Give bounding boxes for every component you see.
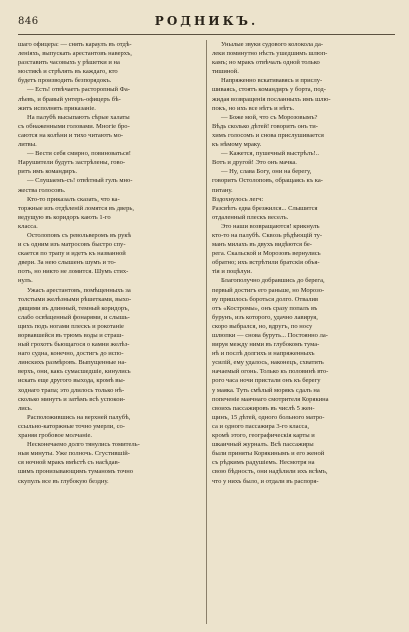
paragraph: Расположившись на верхней палубѣ, ссыльно-каторжные точно умерли, со- храняя гробовое молчаніе. [18, 413, 131, 440]
paragraph: — Слушаемъ-съ! отвѣтный гулъ мно- жества голосовъ. [18, 177, 133, 194]
journal-title: РОДНИКЪ. [154, 14, 259, 28]
paragraph: — Боже мой, что съ Морозовымъ? Вѣдь сколько дѣтей! говоритъ онъ ти- химъ голосомъ и снова прислушивается къ нѣмому мраку. [212, 113, 324, 149]
column-divider [206, 40, 207, 624]
paragraph: Ужасъ арестантовъ, помѣщенныхъ за толстыми желѣзными рѣшетками, выхо- дящими въ длинный, темный коридоръ, слабо освѣщенный фонарями, и слышь- щихъ подъ ногами плескъ и рокотаніе ворвавшейся въ трюмъ воды и страш- ный грохотъ бьющагося о камни желѣз- наго судна, конечно, достигъ до испо- линскихъ размѣровъ. Выпущенные на- верхъ, они, какъ сумасшедшіе, кинулись искать еще другого выхода, кромѣ вы- ходнаго трапа; это длилось только нѣ- сколько минутъ и затѣмъ всѣ успокои- лись. [18, 286, 132, 412]
paragraph: Унылые звуки судового колокола да- леки поминутно нѣсть ушедшимъ шлюп- камъ; но мракъ отвѣчалъ одной только тишиной. [212, 41, 328, 76]
text-columns [18, 40, 395, 630]
paragraph: Кто-то приказалъ сказать, что ка- торжные изъ отдѣленій ломятся въ дверь, ведущую въ коридоръ кають 1-го класса. [18, 195, 134, 230]
paragraph: шаго офицера: — снять караулъ въ отдѣ- леніяхъ, выпускать арестантовъ наверхъ, разставить часовыхъ у рѣшетки и на мостикѣ и стрѣлять въ каждаго, кто будетъ производить безпорядокъ. [18, 41, 132, 85]
paragraph: Вздохнулось легч: Разсвѣтъ едва брезжился... Слышится отдаленный плескъ веселъ. [212, 195, 318, 221]
paragraph: Благополучно добравшись до берега, первый достигъ его раньше, но Морозо- ву пришлось бороться долго. Отвалив отъ «Костромы», онъ сразу попалъ въ бурунъ, изъ которого, удачно лавируя, скоро выбрался, но, вдругъ, по носу шлюпки — снова буруть... Постоянно ла- вируя между ними въ глубокомъ тума- нѣ и послѣ долгихъ и напряженныхъ усилій, ему удалось, наконецъ, схватить начаемый огонь. Только къ половинѣ вто- рого часа ночи пристали онъ къ берегу у маяка. Туть смѣлый морякъ сдалъ на попеченіе маячнаго смотрителя Корякина своихъ пассажировъ въ числѣ 5 жен- щинъ, 15 дѣтей, одного больного матро- са и одного пассажира 3-го класса, кромѣ этого, географическія карты и шкаичный журналъ. Всѣ пассажиры были приняты Корякинымъ и его женой съ рѣдкимъ радушіемъ. Несмотря на свою бѣдность, они надѣлили ихъ всѣмъ, что у нихъ было, и отдали въ распоря- [212, 277, 329, 485]
paragraph: — Кажется, пушечный выстрѣлъ!.. Вотъ и другой! Это онъ мачка. [212, 150, 320, 167]
paragraph: На палубѣ высыпаютъ сѣрые халаты съ обнаженными головами. Многіе бро- саются на колѣни и тихо читаютъ мо- литвы. [18, 113, 130, 149]
paragraph: Это наши возвращаются! крикнулъ кто-то на палубѣ. Сквозь рѣдѣющій ту- манъ милахъ въ двухъ видѣются бе- рега. Скальской и Морозовъ вернулись обратно; ихъ встрѣтили братскія объя- тія и поцѣлуи. [212, 222, 323, 276]
paragraph: Остолоповъ съ револьверомъ въ рукѣ и съ одним изъ матросовъ быстро спу- скается по трапу и идетъ къ названной двери. За нею слышенъ шумъ и то- потъ, но никто не ломится. Шумъ стих- нулъ. [18, 231, 132, 285]
left-column [18, 40, 201, 630]
paragraph: — Ну, слава Богу, они на берегу, говоритъ Остолоповъ, обращаясь къ ка- питану. [212, 168, 323, 194]
page-number: 846 [18, 16, 39, 27]
paragraph: Несконечаемо долго тянулись томитель- ныя минуты. Ужe полночь. Сгустившій- ся ночной мракъ вмѣстѣ съ насѣдав- шимъ пронизывающимъ туманомъ точно скупулъ все въ глубокую бездну. [18, 441, 140, 485]
right-column [212, 40, 395, 630]
page-header [18, 12, 395, 35]
paragraph: — Вести себя смирно, повиноваться! Нарушители будутъ застрѣлены, гово- ритъ имъ командиръ. [18, 150, 131, 176]
paragraph: Напряженно вскативавясь и прислу- шиваясь, стоятъ командиръ у борта, под- жидая возвращенія посланныхъ имъ шлю- покъ, но ихъ все нѣтъ и нѣтъ. [212, 77, 331, 112]
paragraph: — Есть! отвѣчаетъ расторопный Фа- лѣевъ, и бравый унтеръ-офицеръ бѣ- житъ исполнять приказаніе. [18, 86, 130, 112]
